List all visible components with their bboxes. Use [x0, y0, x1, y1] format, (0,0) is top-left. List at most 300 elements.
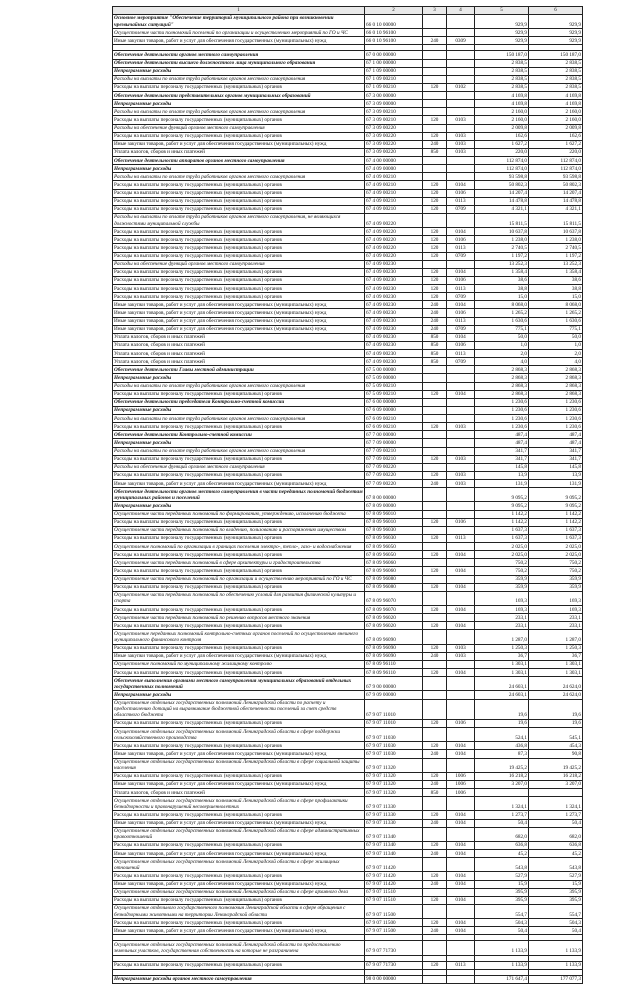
- amount-year-2-cell: 36,7: [529, 652, 583, 660]
- expense-type-cell: [423, 382, 447, 390]
- expense-type-cell: 120: [423, 534, 447, 542]
- expense-type-cell: [423, 157, 447, 165]
- table-row: [113, 660, 583, 668]
- item-name-cell: Осуществление части переданных полномочий по обеспечению условий для развития физической культуры и спорта: [113, 591, 365, 605]
- target-code-cell: 67 8 09 96070: [365, 606, 423, 614]
- amount-year-2-cell: 929,9: [529, 37, 583, 45]
- section-code-cell: 0113: [447, 534, 475, 542]
- target-code-cell: 67 1 09 00210: [365, 75, 423, 83]
- amount-year-2-cell: 2 838,5: [529, 75, 583, 83]
- item-name-cell: Осуществление отдельных государственных полномочий Ленинградской области в сфере профилактики безнадзорности и правонарушений несовершеннолетних: [113, 797, 365, 811]
- target-code-cell: 67 4 09 00230: [365, 325, 423, 333]
- amount-year-2-cell: 1 133,9: [529, 961, 583, 969]
- amount-year-2-cell: 359,9: [529, 575, 583, 583]
- amount-year-2-cell: 1 250,3: [529, 644, 583, 652]
- amount-year-1-cell: 2 025,0: [475, 543, 529, 551]
- item-name-cell: Расходы на выплаты персоналу государственных (муниципальных) органов: [113, 455, 365, 463]
- section-code-cell: 0106: [447, 309, 475, 317]
- expense-type-cell: 120: [423, 644, 447, 652]
- amount-year-1-cell: 1 358,4: [475, 268, 529, 276]
- target-code-cell: 67 4 09 00230: [365, 333, 423, 341]
- item-name-cell: Расходы на выплаты персоналу государственных (муниципальных) органов: [113, 742, 365, 750]
- target-code-cell: 67 9 07 11500: [365, 927, 423, 935]
- table-row: [113, 919, 583, 927]
- target-code-cell: 67 9 07 11340: [365, 841, 423, 849]
- expense-type-cell: 120: [423, 423, 447, 431]
- expense-type-cell: [423, 559, 447, 567]
- section-code-cell: [447, 447, 475, 455]
- amount-year-1-cell: 1 230,6: [475, 398, 529, 406]
- expense-type-cell: [423, 797, 447, 811]
- item-name-cell: Расходы на выплаты персоналу государственных (муниципальных) органов: [113, 583, 365, 591]
- item-name-cell: Расходы на выплаты персоналу государственных (муниципальных) органов: [113, 896, 365, 904]
- target-code-cell: 67 6 09 00210: [365, 423, 423, 431]
- section-code-cell: 0104: [447, 927, 475, 935]
- section-code-cell: [447, 975, 475, 983]
- amount-year-1-cell: 929,9: [475, 14, 529, 28]
- item-name-cell: Расходы на выплаты персоналу государственных (муниципальных) органов: [113, 961, 365, 969]
- item-name-cell: Непрограммные расходы органов местного самоуправления: [113, 975, 365, 983]
- amount-year-1-cell: 2 868,3: [475, 366, 529, 374]
- expense-type-cell: 120: [423, 567, 447, 575]
- amount-year-1-cell: 50,4: [475, 927, 529, 935]
- table-row: [113, 575, 583, 583]
- amount-year-2-cell: 90,8: [529, 750, 583, 758]
- amount-year-1-cell: 1 133,9: [475, 961, 529, 969]
- header-col-1: 1: [113, 7, 365, 15]
- amount-year-2-cell: 1 238,0: [529, 236, 583, 244]
- item-name-cell: Уплата налогов, сборов и иных платежей: [113, 333, 365, 341]
- item-name-cell: Непрограммные расходы: [113, 502, 365, 510]
- table-row: [113, 904, 583, 918]
- section-code-cell: [447, 526, 475, 534]
- amount-year-1-cell: 636,8: [475, 841, 529, 849]
- expense-type-cell: [423, 758, 447, 772]
- table-row: [113, 975, 583, 983]
- section-code-cell: 0709: [447, 252, 475, 260]
- table-row: [113, 699, 583, 719]
- amount-year-2-cell: 1 230,6: [529, 406, 583, 414]
- table-header-row: [113, 7, 583, 15]
- target-code-cell: 67 7 09 00220: [365, 471, 423, 479]
- expense-type-cell: [423, 677, 447, 691]
- section-code-cell: 0104: [447, 333, 475, 341]
- amount-year-2-cell: 504,3: [529, 919, 583, 927]
- amount-year-2-cell: 341,7: [529, 447, 583, 455]
- section-code-cell: 0103: [447, 148, 475, 156]
- amount-year-1-cell: 1 287,0: [475, 630, 529, 644]
- expense-type-cell: [423, 92, 447, 100]
- table-row: [113, 447, 583, 455]
- section-code-cell: 1006: [447, 772, 475, 780]
- amount-year-2-cell: 1 230,6: [529, 415, 583, 423]
- expense-type-cell: 240: [423, 780, 447, 788]
- amount-year-1-cell: 2 009,8: [475, 124, 529, 132]
- amount-year-2-cell: 750,2: [529, 559, 583, 567]
- target-code-cell: 67 9 09 00000: [365, 691, 423, 699]
- item-name-cell: Расходы на выплаты персоналу государственных (муниципальных) органов: [113, 244, 365, 252]
- expense-type-cell: 120: [423, 390, 447, 398]
- item-name-cell: Расходы на выплаты персоналу государственных (муниципальных) органов: [113, 181, 365, 189]
- amount-year-1-cell: 1 230,6: [475, 415, 529, 423]
- section-code-cell: [447, 488, 475, 502]
- section-code-cell: 0104: [447, 750, 475, 758]
- expense-type-cell: [423, 366, 447, 374]
- table-row: [113, 622, 583, 630]
- item-name-cell: Расходы на выплаты по оплате труда работников органов местного самоуправления: [113, 108, 365, 116]
- table-row: [113, 197, 583, 205]
- amount-year-2-cell: 50,4: [529, 927, 583, 935]
- target-code-cell: 67 7 09 00000: [365, 439, 423, 447]
- amount-year-2-cell: 1 630,6: [529, 317, 583, 325]
- table-row: [113, 37, 583, 45]
- amount-year-2-cell: 4 321,1: [529, 205, 583, 213]
- amount-year-1-cell: 19,6: [475, 699, 529, 719]
- item-name-cell: Иные закупки товаров, работ и услуг для обеспечения государственных (муниципальных) нужд: [113, 750, 365, 758]
- target-code-cell: 67 9 07 11030: [365, 742, 423, 750]
- target-code-cell: 67 9 07 11340: [365, 827, 423, 841]
- expense-type-cell: 120: [423, 896, 447, 904]
- amount-year-1-cell: 359,9: [475, 583, 529, 591]
- amount-year-1-cell: 341,7: [475, 455, 529, 463]
- expense-type-cell: 850: [423, 350, 447, 358]
- amount-year-2-cell: 150 187,0: [529, 51, 583, 59]
- target-code-cell: 67 9 07 11500: [365, 904, 423, 918]
- section-code-cell: [447, 699, 475, 719]
- amount-year-1-cell: 1 142,2: [475, 510, 529, 518]
- table-row: [113, 719, 583, 727]
- item-name-cell: Иные закупки товаров, работ и услуг для обеспечения государственных (муниципальных) нужд: [113, 652, 365, 660]
- amount-year-1-cell: 2 838,5: [475, 83, 529, 91]
- table-row: [113, 502, 583, 510]
- item-name-cell: Осуществление полномочий по организации в границах поселения электро-, тепло-, газо- и водоснабжения: [113, 543, 365, 551]
- section-code-cell: [447, 260, 475, 268]
- target-code-cell: 67 9 07 11030: [365, 728, 423, 742]
- amount-year-2-cell: 2 009,8: [529, 124, 583, 132]
- amount-year-2-cell: 14 478,8: [529, 197, 583, 205]
- amount-year-2-cell: 1 197,2: [529, 252, 583, 260]
- table-row: [113, 341, 583, 349]
- amount-year-2-cell: 9 095,2: [529, 502, 583, 510]
- amount-year-1-cell: 9 095,2: [475, 502, 529, 510]
- item-name-cell: Обеспечение деятельности председателя Контрольно-счетной комиссии: [113, 398, 365, 406]
- expense-type-cell: [423, 29, 447, 37]
- table-row: [113, 819, 583, 827]
- expense-type-cell: [423, 510, 447, 518]
- amount-year-2-cell: 1 133,9: [529, 941, 583, 955]
- table-row: [113, 189, 583, 197]
- target-code-cell: 67 4 09 00210: [365, 181, 423, 189]
- item-name-cell: Основное мероприятие "Обеспечение территорий муниципального района при возникновении чрезвычайных ситуаций": [113, 14, 365, 28]
- expense-type-cell: 240: [423, 480, 447, 488]
- amount-year-1-cell: 1 637,3: [475, 526, 529, 534]
- amount-year-2-cell: 750,2: [529, 567, 583, 575]
- expense-type-cell: 120: [423, 236, 447, 244]
- amount-year-1-cell: 169,3: [475, 591, 529, 605]
- target-code-cell: 67 4 09 00000: [365, 165, 423, 173]
- amount-year-1-cell: 36,7: [475, 652, 529, 660]
- section-code-cell: 1006: [447, 789, 475, 797]
- amount-year-2-cell: 487,4: [529, 431, 583, 439]
- item-name-cell: Обеспечение деятельности органов местного самоуправления: [113, 51, 365, 59]
- target-code-cell: 67 3 09 00220: [365, 148, 423, 156]
- amount-year-2-cell: 24 624,0: [529, 677, 583, 691]
- item-name-cell: Иные закупки товаров, работ и услуг для обеспечения государственных (муниципальных) нужд: [113, 850, 365, 858]
- budget-sheet: [112, 6, 582, 984]
- section-code-cell: 0709: [447, 358, 475, 366]
- amount-year-1-cell: 929,9: [475, 37, 529, 45]
- item-name-cell: Расходы на выплаты по оплате труда работников органов местного самоуправления: [113, 382, 365, 390]
- target-code-cell: 67 8 09 96060: [365, 567, 423, 575]
- item-name-cell: Иные закупки товаров, работ и услуг для обеспечения государственных (муниципальных) нужд: [113, 309, 365, 317]
- section-code-cell: [447, 439, 475, 447]
- table-row: [113, 614, 583, 622]
- expense-type-cell: 120: [423, 919, 447, 927]
- amount-year-2-cell: 929,9: [529, 29, 583, 37]
- target-code-cell: 67 3 09 00220: [365, 140, 423, 148]
- item-name-cell: Расходы на выплаты по оплате труда работников органов местного самоуправления: [113, 75, 365, 83]
- section-code-cell: 0104: [447, 567, 475, 575]
- amount-year-1-cell: 2 025,0: [475, 551, 529, 559]
- table-row: [113, 463, 583, 471]
- amount-year-2-cell: 14 207,4: [529, 189, 583, 197]
- item-name-cell: Расходы на выплаты персоналу государственных (муниципальных) органов: [113, 471, 365, 479]
- section-code-cell: [447, 575, 475, 583]
- target-code-cell: 67 7 09 00220: [365, 480, 423, 488]
- section-code-cell: 1006: [447, 780, 475, 788]
- target-code-cell: 67 9 07 11330: [365, 811, 423, 819]
- expense-type-cell: 120: [423, 669, 447, 677]
- expense-type-cell: [423, 463, 447, 471]
- table-row: [113, 390, 583, 398]
- item-name-cell: Расходы на выплаты по оплате труда работников органов местного самоуправления: [113, 447, 365, 455]
- item-name-cell: Непрограммные расходы: [113, 374, 365, 382]
- table-row: [113, 423, 583, 431]
- section-code-cell: 0103: [447, 644, 475, 652]
- expense-type-cell: [423, 630, 447, 644]
- table-row: [113, 880, 583, 888]
- amount-year-1-cell: 750,2: [475, 567, 529, 575]
- expense-type-cell: 120: [423, 583, 447, 591]
- amount-year-1-cell: 487,4: [475, 439, 529, 447]
- amount-year-1-cell: 1 133,9: [475, 941, 529, 955]
- section-code-cell: [447, 406, 475, 414]
- target-code-cell: 67 3 09 00210: [365, 116, 423, 124]
- item-name-cell: Расходы на выплаты персоналу государственных (муниципальных) органов: [113, 872, 365, 880]
- expense-type-cell: [423, 699, 447, 719]
- budget-table: [112, 6, 583, 984]
- amount-year-1-cell: 2 160,0: [475, 116, 529, 124]
- target-code-cell: 67 5 00 00000: [365, 366, 423, 374]
- section-code-cell: 0106: [447, 518, 475, 526]
- amount-year-1-cell: 10 637,8: [475, 228, 529, 236]
- amount-year-1-cell: 38,6: [475, 276, 529, 284]
- table-row: [113, 669, 583, 677]
- table-row: [113, 872, 583, 880]
- item-name-cell: Уплата налогов, сборов и иных платежей: [113, 358, 365, 366]
- target-code-cell: 67 3 09 00220: [365, 124, 423, 132]
- amount-year-2-cell: 1 142,2: [529, 510, 583, 518]
- target-code-cell: 67 1 00 00000: [365, 59, 423, 67]
- section-code-cell: 0104: [447, 551, 475, 559]
- header-col-2: 2: [365, 7, 423, 15]
- target-code-cell: 67 9 07 11320: [365, 772, 423, 780]
- expense-type-cell: [423, 100, 447, 108]
- expense-type-cell: [423, 614, 447, 622]
- amount-year-2-cell: 775,1: [529, 325, 583, 333]
- table-row: [113, 406, 583, 414]
- amount-year-1-cell: 1 303,1: [475, 660, 529, 668]
- section-code-cell: 0104: [447, 811, 475, 819]
- target-code-cell: 66 0 10 96100: [365, 29, 423, 37]
- amount-year-2-cell: 50,4: [529, 819, 583, 827]
- section-code-cell: [447, 374, 475, 382]
- amount-year-2-cell: 2 160,0: [529, 108, 583, 116]
- item-name-cell: Иные закупки товаров, работ и услуг для обеспечения государственных (муниципальных) нужд: [113, 780, 365, 788]
- expense-type-cell: [423, 858, 447, 872]
- amount-year-2-cell: 1 273,7: [529, 811, 583, 819]
- item-name-cell: Иные закупки товаров, работ и услуг для обеспечения государственных (муниципальных) нужд: [113, 880, 365, 888]
- table-row: [113, 29, 583, 37]
- section-code-cell: 0106: [447, 276, 475, 284]
- table-row: [113, 526, 583, 534]
- table-row: [113, 59, 583, 67]
- section-code-cell: [447, 157, 475, 165]
- section-code-cell: 0104: [447, 583, 475, 591]
- section-code-cell: 0106: [447, 341, 475, 349]
- section-code-cell: [447, 510, 475, 518]
- expense-type-cell: [423, 591, 447, 605]
- item-name-cell: Расходы на выплаты персоналу государственных (муниципальных) органов: [113, 811, 365, 819]
- section-code-cell: [447, 108, 475, 116]
- amount-year-1-cell: 1 630,6: [475, 317, 529, 325]
- section-code-cell: 0104: [447, 919, 475, 927]
- amount-year-2-cell: 2 868,3: [529, 374, 583, 382]
- amount-year-2-cell: 2 740,5: [529, 244, 583, 252]
- item-name-cell: Непрограммные расходы: [113, 67, 365, 75]
- table-row: [113, 140, 583, 148]
- header-col-5: 5: [475, 7, 529, 15]
- item-name-cell: Расходы на выплаты персоналу государственных (муниципальных) органов: [113, 644, 365, 652]
- section-code-cell: 0104: [447, 390, 475, 398]
- section-code-cell: 0103: [447, 471, 475, 479]
- target-code-cell: 67 4 09 00230: [365, 350, 423, 358]
- amount-year-2-cell: 1 324,1: [529, 797, 583, 811]
- amount-year-2-cell: 682,0: [529, 827, 583, 841]
- table-row: [113, 260, 583, 268]
- item-name-cell: Расходы на выплаты персоналу государственных (муниципальных) органов: [113, 236, 365, 244]
- section-code-cell: [447, 75, 475, 83]
- amount-year-2-cell: 16 218,2: [529, 772, 583, 780]
- table-row: [113, 325, 583, 333]
- table-row: [113, 758, 583, 772]
- expense-type-cell: [423, 526, 447, 534]
- target-code-cell: 67 4 09 00230: [365, 309, 423, 317]
- item-name-cell: Расходы на выплаты персоналу государственных (муниципальных) органов: [113, 551, 365, 559]
- amount-year-2-cell: 169,3: [529, 591, 583, 605]
- expense-type-cell: 240: [423, 880, 447, 888]
- amount-year-2-cell: 2 868,3: [529, 382, 583, 390]
- amount-year-2-cell: 233,1: [529, 614, 583, 622]
- section-code-cell: 0113: [447, 317, 475, 325]
- section-code-cell: 0103: [447, 423, 475, 431]
- section-code-cell: [447, 67, 475, 75]
- target-code-cell: 67 8 09 96030: [365, 526, 423, 534]
- item-name-cell: Непрограммные расходы: [113, 100, 365, 108]
- target-code-cell: 67 9 07 11510: [365, 896, 423, 904]
- table-row: [113, 333, 583, 341]
- section-code-cell: 0104: [447, 228, 475, 236]
- amount-year-2-cell: 131,9: [529, 480, 583, 488]
- table-row: [113, 398, 583, 406]
- item-name-cell: Расходы на выплаты персоналу государственных (муниципальных) органов: [113, 83, 365, 91]
- section-code-cell: 0709: [447, 293, 475, 301]
- section-code-cell: [447, 502, 475, 510]
- table-row: [113, 896, 583, 904]
- table-row: [113, 606, 583, 614]
- section-code-cell: 0113: [447, 350, 475, 358]
- expense-type-cell: [423, 728, 447, 742]
- section-code-cell: 0104: [447, 669, 475, 677]
- table-row: [113, 148, 583, 156]
- table-row: [113, 165, 583, 173]
- item-name-cell: Осуществление части переданных полномочий по формированию, утверждению, исполнению бюджета: [113, 510, 365, 518]
- table-row: [113, 51, 583, 59]
- amount-year-2-cell: 636,8: [529, 841, 583, 849]
- amount-year-2-cell: 15 811,5: [529, 213, 583, 227]
- amount-year-2-cell: 395,9: [529, 888, 583, 896]
- amount-year-2-cell: 112 874,0: [529, 157, 583, 165]
- expense-type-cell: 850: [423, 148, 447, 156]
- section-code-cell: [447, 59, 475, 67]
- amount-year-1-cell: 2 740,5: [475, 244, 529, 252]
- amount-year-1-cell: 145,8: [475, 463, 529, 471]
- table-row: [113, 92, 583, 100]
- table-row: [113, 116, 583, 124]
- section-code-cell: 0103: [447, 116, 475, 124]
- section-code-cell: 0113: [447, 244, 475, 252]
- expense-type-cell: 120: [423, 841, 447, 849]
- amount-year-1-cell: [475, 789, 529, 797]
- target-code-cell: 67 8 09 96090: [365, 644, 423, 652]
- target-code-cell: 67 8 09 96090: [365, 652, 423, 660]
- expense-type-cell: 850: [423, 333, 447, 341]
- expense-type-cell: 850: [423, 341, 447, 349]
- expense-type-cell: [423, 260, 447, 268]
- section-code-cell: 0104: [447, 880, 475, 888]
- section-code-cell: 0104: [447, 301, 475, 309]
- item-name-cell: Осуществление отдельных государственных полномочий Ленинградской области в сфере жилищных отношений: [113, 858, 365, 872]
- item-name-cell: Осуществление переданных полномочий контрольно-счетных органов поселений по осуществлению внешнего муниципального финансового контроля: [113, 630, 365, 644]
- target-code-cell: 67 9 07 11010: [365, 699, 423, 719]
- item-name-cell: Осуществление отдельных государственных полномочий Ленинградской области по расчету и предоставлению дотаций на выравнивание бюджетной обеспеченности поселений за счет средств областного бюджета: [113, 699, 365, 719]
- item-name-cell: Расходы на выплаты персоналу государственных (муниципальных) органов: [113, 534, 365, 542]
- amount-year-2-cell: 13,9: [529, 471, 583, 479]
- section-code-cell: [447, 124, 475, 132]
- item-name-cell: Непрограммные расходы: [113, 439, 365, 447]
- item-name-cell: Обеспечение деятельности Главы местной администрации: [113, 366, 365, 374]
- target-code-cell: 67 8 00 00000: [365, 488, 423, 502]
- section-code-cell: [447, 858, 475, 872]
- amount-year-2-cell: 1 287,0: [529, 630, 583, 644]
- amount-year-2-cell: 2 838,5: [529, 83, 583, 91]
- section-code-cell: 0104: [447, 896, 475, 904]
- target-code-cell: 67 4 09 00220: [365, 213, 423, 227]
- expense-type-cell: [423, 213, 447, 227]
- item-name-cell: Расходы на выплаты персоналу государственных (муниципальных) органов: [113, 606, 365, 614]
- item-name-cell: Непрограммные расходы: [113, 165, 365, 173]
- amount-year-1-cell: 169,3: [475, 606, 529, 614]
